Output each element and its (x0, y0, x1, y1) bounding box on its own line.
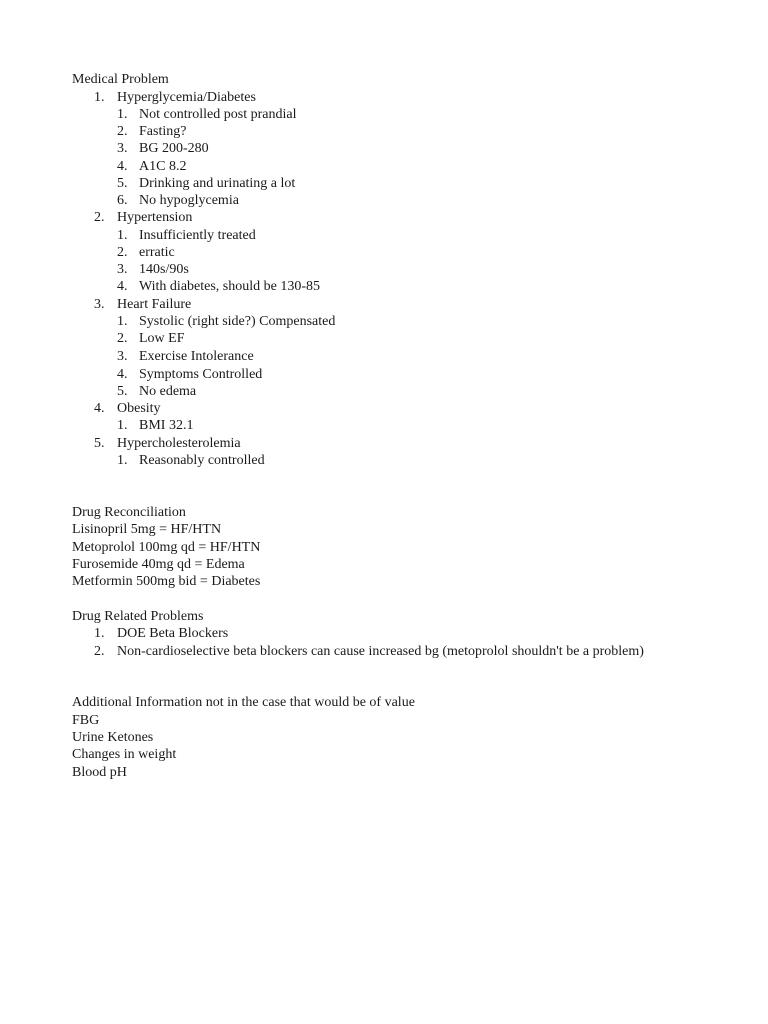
sub-item-number: 1. (117, 228, 128, 243)
sub-item-number: 3. (117, 349, 128, 364)
problem-title: Obesity (117, 401, 161, 416)
sub-item-text: Not controlled post prandial (139, 107, 297, 122)
sub-item-number: 5. (117, 384, 128, 399)
sub-item-number: 2. (117, 331, 128, 346)
sub-item-number: 3. (117, 262, 128, 277)
sub-item-text: erratic (139, 245, 175, 260)
additional-info-line: Changes in weight (72, 747, 177, 762)
sub-item-number: 1. (117, 107, 128, 122)
sub-item-text: BMI 32.1 (139, 418, 194, 433)
additional-info-line: FBG (72, 713, 100, 728)
sub-item-text: 140s/90s (139, 262, 189, 277)
problem-number: 1. (94, 626, 105, 641)
problem-number: 3. (94, 297, 105, 312)
sub-item-number: 1. (117, 314, 128, 329)
drug-related-problems-heading: Drug Related Problems (72, 609, 204, 624)
sub-item-text: Drinking and urinating a lot (139, 176, 296, 191)
sub-item-text: No edema (139, 384, 197, 399)
drug-problem-text: DOE Beta Blockers (117, 626, 229, 641)
problem-number: 2. (94, 644, 105, 659)
sub-item-text: Fasting? (139, 124, 187, 139)
sub-item-number: 3. (117, 141, 128, 156)
medical-problem-heading: Medical Problem (72, 72, 169, 87)
additional-info-line: Urine Ketones (72, 730, 154, 745)
sub-item-text: BG 200-280 (139, 141, 209, 156)
sub-item-text: Systolic (right side?) Compensated (139, 314, 336, 329)
sub-item-text: Insufficiently treated (139, 228, 256, 243)
problem-title: Hypertension (117, 210, 193, 225)
drug-line: Metformin 500mg bid = Diabetes (72, 574, 261, 589)
drug-line: Metoprolol 100mg qd = HF/HTN (72, 540, 261, 555)
drug-problem-text: Non-cardioselective beta blockers can cause increased bg (metoprolol shouldn't be a problem) (117, 644, 644, 659)
problem-title: Heart Failure (117, 297, 192, 312)
problem-title: Hyperglycemia/Diabetes (117, 90, 256, 105)
problem-number: 2. (94, 210, 105, 225)
sub-item-text: Symptoms Controlled (139, 367, 263, 382)
additional-info-line: Blood pH (72, 765, 127, 780)
problem-number: 5. (94, 436, 105, 451)
sub-item-number: 2. (117, 124, 128, 139)
sub-item-number: 4. (117, 279, 128, 294)
sub-item-text: With diabetes, should be 130-85 (139, 279, 321, 294)
problem-number: 1. (94, 90, 105, 105)
sub-item-number: 6. (117, 193, 128, 208)
sub-item-number: 1. (117, 453, 128, 468)
sub-item-text: Reasonably controlled (139, 453, 265, 468)
drug-reconciliation-heading: Drug Reconciliation (72, 505, 186, 520)
sub-item-number: 5. (117, 176, 128, 191)
problem-number: 4. (94, 401, 105, 416)
sub-item-number: 4. (117, 367, 128, 382)
sub-item-text: No hypoglycemia (139, 193, 239, 208)
additional-information-heading: Additional Information not in the case that would be of value (72, 695, 415, 710)
sub-item-number: 2. (117, 245, 128, 260)
sub-item-text: Low EF (139, 331, 185, 346)
sub-item-text: Exercise Intolerance (139, 349, 254, 364)
sub-item-text: A1C 8.2 (139, 159, 187, 174)
sub-item-number: 1. (117, 418, 128, 433)
drug-line: Furosemide 40mg qd = Edema (72, 557, 245, 572)
problem-title: Hypercholesterolemia (117, 436, 241, 451)
drug-line: Lisinopril 5mg = HF/HTN (72, 522, 222, 537)
sub-item-number: 4. (117, 159, 128, 174)
